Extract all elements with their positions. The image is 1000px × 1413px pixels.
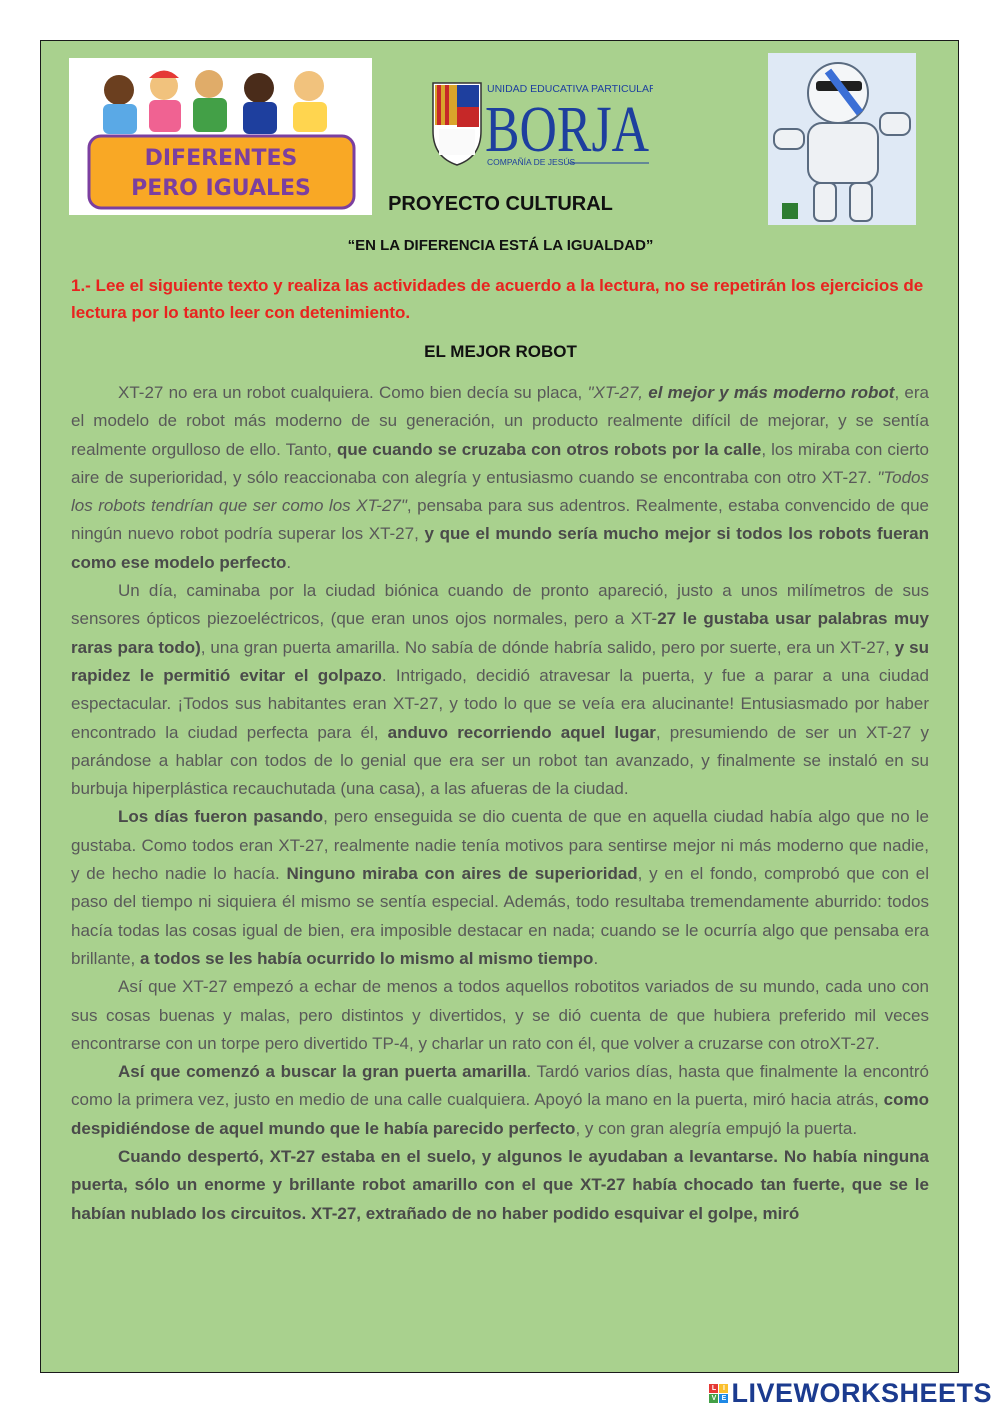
text-run: a todos se les había ocurrido lo mismo al mismo tiempo — [139, 948, 594, 968]
text-run: "XT-27, — [587, 383, 649, 402]
text-run: anduvo recorriendo aquel lugar — [387, 722, 656, 742]
text-run: y que el mundo sería mucho mejor si todos los robots fueran como ese modelo perfecto — [71, 524, 929, 572]
diferentes-pero-iguales-logo — [69, 58, 372, 215]
text-run: , los miraba con cierto aire de superioridad, y sólo reaccionaba con alegría y entusiasmo cuando se encontraba con otro XT-27. — [71, 439, 929, 487]
text-run: , y en el fondo, comprobó que con el paso del tiempo ni siquiera él mismo se sentía especial. Además, todo resultaba tremendamente aburrido: todos hacía todas las cosas igual de bien, era imposible destacar en nada; cuando se le ocurría algo que pensaba era brillante, — [71, 864, 929, 968]
story-title: EL MEJOR ROBOT — [424, 342, 577, 361]
story-body — [71, 379, 929, 1334]
text-run: Así que XT-27 empezó a echar de menos a todos aquellos robotitos variados de su mundo, cada uno con sus cosas buenas y malas, pero distintos y divertidos, y se dió cuenta de que hubiera preferido mil veces encontrarse con un torpe pero divertido TP-4, y charlar un rato con él, que volver a cruzarse con otroXT-27. — [71, 977, 929, 1053]
text-run: Un día, caminaba por la ciudad biónica cuando de pronto apareció, justo a unos milímetros de sus sensores ópticos piezoeléctricos, (que eran unos ojos normales, pero a XT- — [71, 581, 929, 629]
worksheet-page — [40, 40, 959, 1373]
logo-text-line2: PERO IGUALES — [131, 176, 311, 201]
lw-icon-v: V — [709, 1394, 718, 1403]
text-run: Ninguno miraba con aires de superioridad — [286, 864, 638, 884]
lw-icon-l: L — [709, 1384, 718, 1393]
logo-text-line1: DIFERENTES — [144, 146, 298, 171]
text-run: Así que comenzó a buscar la gran puerta amarilla — [118, 1062, 527, 1082]
text-run: "Todos los robots tendrían que ser como los XT-27" — [71, 467, 929, 516]
text-run: 27 le gustaba usar palabras muy raras para todo) — [71, 609, 929, 657]
school-name: BORJA — [485, 93, 650, 166]
text-run: Los días fueron pasando — [118, 807, 324, 827]
text-run: como despidiéndose de aquel mundo que le había parecido perfecto — [71, 1090, 929, 1138]
page-title: PROYECTO CULTURAL — [388, 193, 613, 215]
page-subtitle: “EN LA DIFERENCIA ESTÁ LA IGUALDAD” — [347, 237, 654, 254]
instruction-text: 1.- Lee el siguiente texto y realiza las actividades de acuerdo a la lectura, no se repetirán los ejercicios de lectura por lo tanto leer con detenimiento. — [71, 276, 924, 322]
school-subtitle: COMPAÑÍA DE JESÚS — [487, 157, 576, 167]
text-run: , una gran puerta amarilla. No sabía de dónde habría salido, pero por suerte, era un XT-27, — [200, 637, 895, 657]
text-run: . — [593, 948, 599, 968]
text-run: XT-27 no era un robot cualquiera. Como bien decía su placa, — [118, 383, 588, 402]
text-run: . — [286, 552, 292, 572]
children-illustration — [69, 58, 372, 215]
story-paragraph-4 — [71, 973, 929, 1058]
text-run: Cuando despertó, XT-27 estaba en el suelo, y algunos le ayudaban a levantarse. No había ninguna puerta, sólo un enorme y brillante robot amarillo con el que XT-27 había chocado tan fuerte, que se le habían nublado los circuitos. XT-27, extrañado de no haber podido esquivar el golpe, miró — [71, 1147, 929, 1223]
text-run: y su rapidez le permitió evitar el golpazo — [71, 637, 929, 685]
text-run: , pensaba para sus adentros. Realmente, estaba convencido de que ningún nuevo robot podría superar los XT-27, — [71, 496, 929, 544]
school-caption: UNIDAD EDUCATIVA PARTICULAR — [487, 83, 653, 95]
story-paragraph-3 — [71, 803, 929, 973]
liveworksheets-logo-icon — [709, 1384, 728, 1403]
text-run: , pero enseguida se dio cuenta de que en aquella ciudad había algo que no le gustaba. Como todos eran XT-27, realmente nadie tenía motivos para sentirse mejor ni más moderno que nadie, y de hecho nadie lo hacía. — [71, 807, 929, 884]
text-run: . Tardó varios días, hasta que finalmente la encontró como la primera vez, justo en medio de una calle cualquiera. Apoyó la mano en la puerta, miró hacia atrás, — [71, 1062, 929, 1110]
text-run: , presumiendo de ser un XT-27 y parándose a hablar con todos de lo genial que era ser un robot tan avanzado, y finalmente se instaló en su burbuja hiperplástica recauchutada (una casa), a las afueras de la ciudad. — [71, 722, 929, 799]
text-run: que cuando se cruzaba con otros robots por la calle — [337, 439, 762, 459]
story-paragraph-2 — [71, 577, 929, 803]
liveworksheets-brand[interactable] — [709, 1378, 992, 1408]
lw-icon-e: E — [719, 1394, 728, 1403]
text-run: el mejor y más moderno robot — [648, 383, 895, 402]
text-run: . Intrigado, decidió atravesar la puerta, y fue a parar a una ciudad espectacular. ¡Todos sus habitantes eran XT-27, y todo lo que se veía era alucinante! Entusiasmado por haber encontrado la ciudad perfecta para él, — [71, 665, 929, 742]
story-paragraph-6 — [71, 1143, 929, 1228]
text-run: , y con gran alegría empujó la puerta. — [575, 1118, 858, 1138]
liveworksheets-wordmark: LIVEWORKSHEETS — [731, 1377, 992, 1408]
story-paragraph-1 — [71, 379, 929, 577]
borja-school-logo — [431, 79, 653, 169]
story-paragraph-5 — [71, 1058, 929, 1143]
text-run: , era el modelo de robot más moderno de su generación, un producto realmente difícil de mejorar, y se sentía realmente orgulloso de ello. Tanto, — [71, 383, 929, 459]
lw-icon-i: I — [719, 1384, 728, 1393]
